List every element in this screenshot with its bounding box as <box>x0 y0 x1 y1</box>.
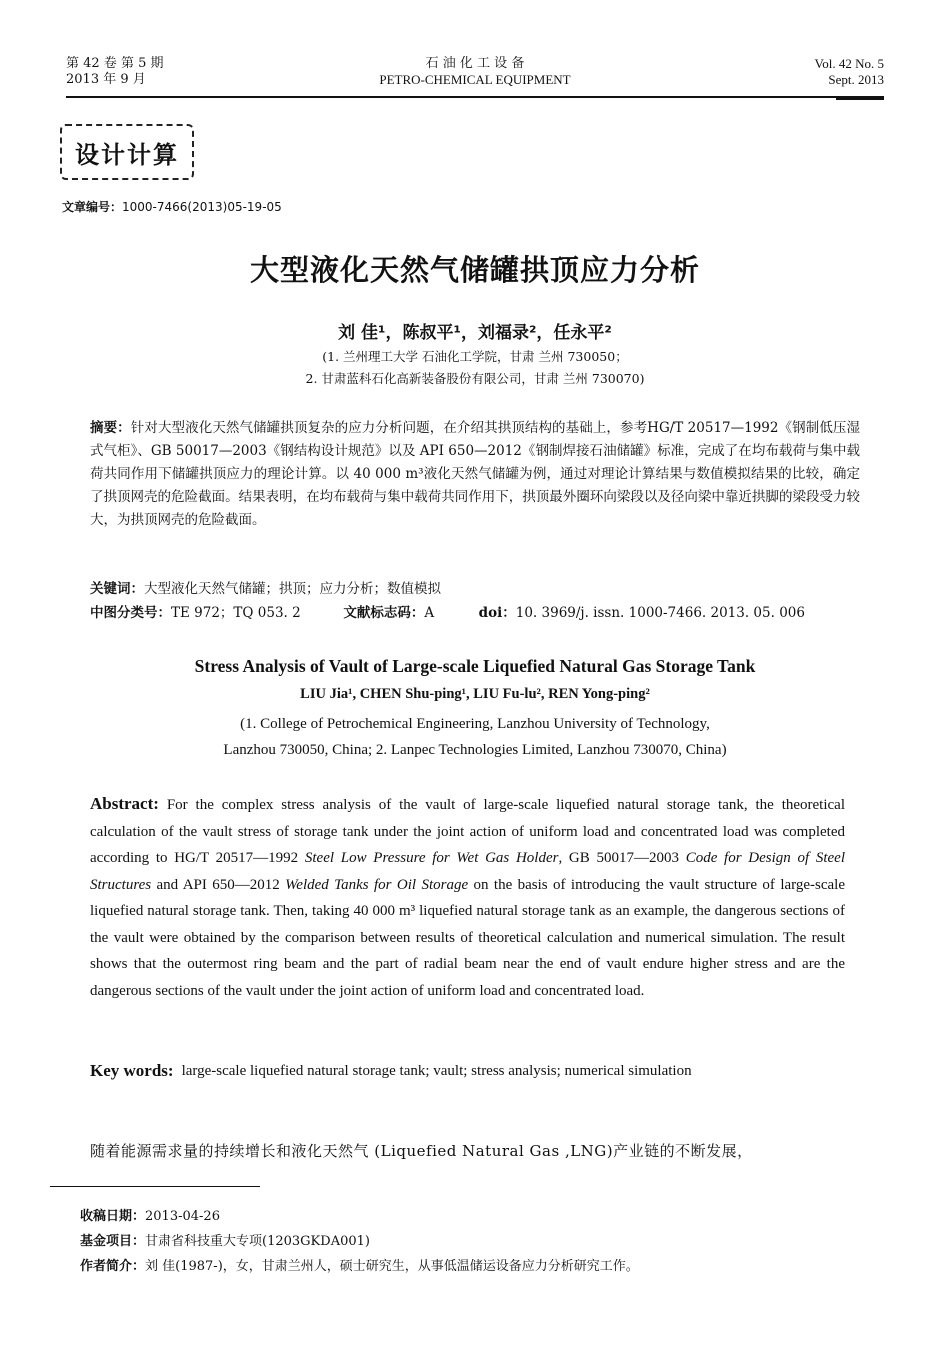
abstract-en-part4: on the basis of introducing the vault structure of large-scale liquefied natural storage tank. Then, taking 40 000 m³ liquefied natural storage tank as an example, the dangerous sections of the vault were obtained by the comparison between results of theoretical calculation and numerical simulation. The result shows that the outermost ring beam and the part of radial beam near the end of vault endure higher stress and are the dangerous sections of the vault under the joint action of uniform load and concentrated load. <box>90 876 845 999</box>
abstract-en-label: Abstract: <box>90 794 159 813</box>
keywords-en-label: Key words: <box>90 1061 174 1080</box>
keywords-cn-text: 大型液化天然气储罐；拱顶；应力分析；数值模拟 <box>144 581 441 597</box>
section-stamp: 设计计算 <box>60 124 194 180</box>
abstract-cn-text: 针对大型液化天然气储罐拱顶复杂的应力分析问题，在介绍其拱顶结构的基础上，参考HG/T 20517—1992《钢制低压湿式气柜》、GB 50017—2003《钢结构设计规范》以及 API 650—2012《钢制焊接石油储罐》标准，完成了在均布载荷与集中载荷共同作用下储罐拱顶应力的理论计算。以 40 000 m³液化天然气储罐为例，通过对理论计算结果与数值模拟结果的比较，确定了拱顶网壳的危险截面。结果表明，在均布载荷与集中载荷共同作用下，拱顶最外圈环向梁段以及径向梁中靠近拱脚的梁段受力较大，为拱顶网壳的危险截面。 <box>90 420 861 528</box>
volume-issue-en: Vol. 42 No. 5 <box>814 56 884 71</box>
affiliation-cn-1: (1. 兰州理工大学 石油化工学院，甘肃 兰州 730050； <box>322 349 628 364</box>
abstract-en <box>90 791 845 1004</box>
abstract-en-part2: , GB 50017—2003 <box>558 850 686 866</box>
footnote-fund <box>80 1233 370 1251</box>
keywords-cn-label: 关键词： <box>90 581 144 597</box>
body-text-start: 随着能源需求量的持续增长和液化天然气 (Liquefied Natural Gas ,LNG)产业链的不断发展， <box>90 1142 753 1160</box>
clc-value: TE 972；TQ 053. 2 <box>171 605 301 621</box>
classification <box>90 602 860 625</box>
title-en: Stress Analysis of Vault of Large-scale Liquefied Natural Gas Storage Tank <box>194 656 756 676</box>
affiliation-en-1: (1. College of Petrochemical Engineering, Lanzhou University of Technology, <box>240 716 710 732</box>
fund-label: 基金项目： <box>80 1234 146 1249</box>
affiliations-en <box>0 711 950 763</box>
title-cn: 大型液化天然气储罐拱顶应力分析 <box>249 253 700 287</box>
footnote-author <box>80 1258 639 1276</box>
affiliation-en-2: Lanzhou 730050, China; 2. Lanpec Technologies Limited, Lanzhou 730070, China) <box>223 742 727 758</box>
affiliation-cn-2: 2. 甘肃蓝科石化高新装备股份有限公司，甘肃 兰州 730070) <box>305 371 645 386</box>
abstract-en-part3: and API 650—2012 <box>151 876 286 893</box>
header-rule-accent <box>836 98 884 100</box>
author-bio-label: 作者简介： <box>80 1259 146 1274</box>
header-center <box>0 56 950 88</box>
header-right <box>815 56 884 88</box>
date-cn: 2013 年 9 月 <box>66 72 146 87</box>
authors-en: LIU Jia¹, CHEN Shu-ping¹, LIU Fu-lu², REN Yong-ping² <box>300 686 650 702</box>
footnote-received <box>80 1208 220 1226</box>
doi-label: doi： <box>478 605 516 621</box>
article-number <box>62 198 282 215</box>
abstract-cn-label: 摘要： <box>90 420 131 436</box>
author-bio-value: 刘 佳(1987-)，女，甘肃兰州人，硕士研究生，从事低温储运设备应力分析研究工作。 <box>145 1259 639 1274</box>
clc-label: 中图分类号： <box>90 605 171 621</box>
keywords-en-text: large-scale liquefied natural storage tank; vault; stress analysis; numerical simulation <box>181 1063 692 1079</box>
doi-value: 10. 3969/j. issn. 1000-7466. 2013. 05. 006 <box>515 605 805 621</box>
doc-code-label: 文献标志码： <box>343 605 425 621</box>
article-number-value: 1000-7466(2013)05-19-05 <box>122 200 282 214</box>
abstract-en-part1: For the complex stress analysis of the vault of large-scale liquefied natural storage tank, the theoretical calculation of the vault stress of storage tank under the joint action of uniform load and concentrated load was completed according to HG/T 20517—1992 <box>90 797 845 866</box>
abstract-en-ref1: Steel Low Pressure for Wet Gas Holder <box>304 850 559 866</box>
keywords-cn <box>90 578 860 601</box>
received-value: 2013-04-26 <box>145 1209 220 1224</box>
fund-value: 甘肃省科技重大专项(1203GKDA001) <box>145 1234 370 1249</box>
affiliations-cn <box>0 346 950 390</box>
received-label: 收稿日期： <box>80 1209 146 1224</box>
keywords-en <box>90 1058 845 1085</box>
article-number-label: 文章编号： <box>62 200 123 214</box>
volume-issue-cn: 第 42 卷 第 5 期 <box>66 56 164 71</box>
footnote-rule <box>50 1186 260 1187</box>
header-rule <box>66 96 884 98</box>
journal-cn: 石 油 化 工 设 备 <box>425 56 525 71</box>
doc-code-value: A <box>424 605 435 621</box>
abstract-cn <box>90 417 860 532</box>
date-en: Sept. 2013 <box>828 72 884 87</box>
authors-cn: 刘 佳¹，陈叔平¹，刘福录²，任永平² <box>338 323 612 343</box>
journal-en: PETRO-CHEMICAL EQUIPMENT <box>379 72 571 87</box>
abstract-en-ref3: Welded Tanks for Oil Storage <box>285 876 469 893</box>
abstract-en-ref2: Code for Design of Steel Structures <box>90 850 846 893</box>
